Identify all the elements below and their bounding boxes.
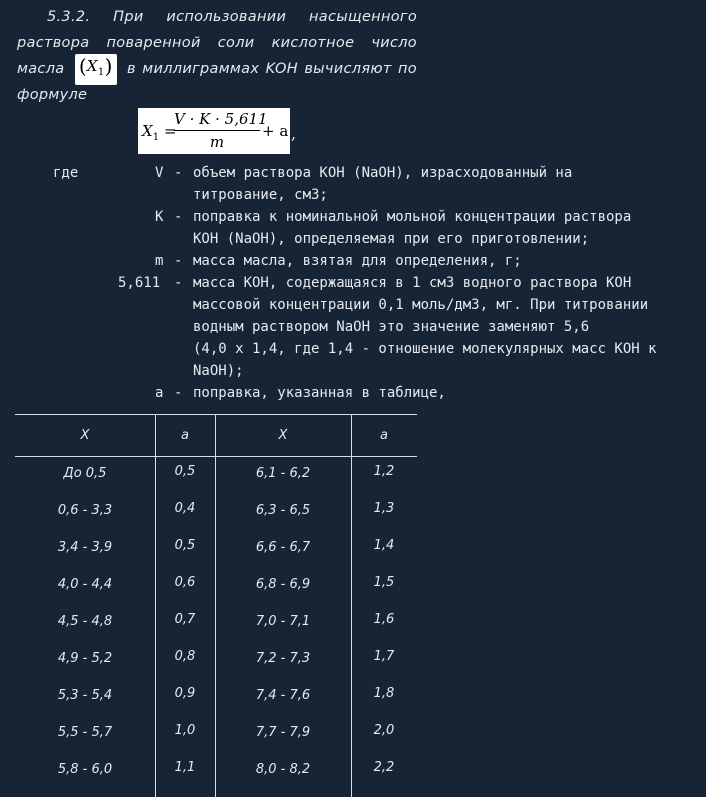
word: миллиграммах — [142, 61, 260, 77]
cell-x-range: До 0,5 — [63, 466, 107, 481]
def-symbol-k: K — [155, 209, 164, 225]
def-text: (4,0 x 1,4, где 1,4 - отношение молекулярных масс КОН к — [193, 341, 657, 357]
def-text: объем раствора КОН (NaOH), израсходованный на — [193, 165, 573, 181]
word: насыщенного — [309, 9, 417, 25]
cell-x-range: 0,6 - 3,3 — [57, 503, 113, 518]
cell-x-range: 7,2 - 7,3 — [255, 651, 311, 666]
cell-x-range: 5,8 - 6,0 — [57, 762, 113, 777]
cell-x-range: 4,5 - 4,8 — [57, 614, 113, 629]
where-label: где — [53, 165, 79, 181]
cell-a-value: 0,5 — [174, 538, 196, 553]
paragraph-line-2 — [17, 30, 417, 56]
word: по — [397, 61, 417, 77]
cell-x-range: 6,1 - 6,2 — [255, 466, 311, 481]
def-dash: - — [174, 275, 183, 291]
def-text: титрование, см3; — [193, 187, 328, 203]
word: кислотное — [271, 35, 355, 51]
def-text: поправка к номинальной мольной концентрации раствора — [193, 209, 632, 225]
paragraph-line-3 — [17, 53, 417, 82]
cell-a-value: 1,5 — [373, 575, 395, 590]
cell-a-value: 1,7 — [373, 649, 395, 664]
formula-plus-a: + a — [262, 122, 289, 140]
word: число — [371, 35, 417, 51]
table-header-cell: X — [278, 428, 288, 443]
formula-fraction — [174, 110, 268, 151]
cell-a-value: 0,6 — [174, 575, 196, 590]
clause-number: 5.3.2. — [47, 9, 91, 25]
cell-x-range: 8,0 - 8,2 — [255, 762, 311, 777]
x1-symbol: $(X_1)$ — [75, 54, 117, 85]
cell-a-value: 2,0 — [373, 723, 395, 738]
cell-a-value: 1,4 — [373, 538, 395, 553]
def-text: NaOH); — [193, 363, 244, 379]
def-text: масса КОН, содержащаяся в 1 см3 водного раствора КОН — [193, 275, 632, 291]
table-header-cell: a — [380, 428, 388, 443]
cell-a-value: 0,5 — [174, 464, 196, 479]
table-top-border — [15, 414, 417, 415]
def-text: водным раствором NaOH это значение заменяют 5,6 — [193, 319, 590, 335]
cell-a-value: 0,8 — [174, 649, 196, 664]
cell-a-value: 0,4 — [174, 501, 196, 516]
formula-lhs — [142, 122, 176, 143]
word: вычисляют — [304, 61, 392, 77]
intro-paragraph — [17, 4, 417, 108]
cell-a-value: 0,7 — [174, 612, 196, 627]
fraction-bar — [174, 130, 260, 131]
formula-x-sub: 1 — [152, 132, 160, 143]
word: раствора — [17, 35, 90, 51]
def-symbol-v: V — [155, 165, 164, 181]
def-dash: - — [174, 165, 183, 181]
cell-x-range: 7,4 - 7,6 — [255, 688, 311, 703]
word: соли — [217, 35, 255, 51]
cell-x-range: 7,0 - 7,1 — [255, 614, 311, 629]
word: При — [113, 9, 144, 25]
def-dash: - — [174, 253, 183, 269]
def-dash: - — [174, 385, 183, 401]
cell-x-range: 6,6 - 6,7 — [255, 540, 311, 555]
def-symbol-m: m — [155, 253, 164, 269]
word: KOH — [265, 61, 298, 77]
formula-comma: , — [291, 124, 297, 143]
cell-a-value: 1,2 — [373, 464, 395, 479]
formula-denominator: m — [209, 133, 225, 151]
cell-a-value: 0,9 — [174, 686, 196, 701]
word: в — [127, 61, 136, 77]
word: поваренной — [106, 35, 201, 51]
word: масла — [17, 61, 65, 77]
cell-x-range: 4,0 - 4,4 — [57, 577, 113, 592]
x-letter: X — [86, 56, 98, 75]
cell-x-range: 7,7 - 7,9 — [255, 725, 311, 740]
paragraph-line-1 — [17, 4, 417, 30]
cell-x-range: 6,3 - 6,5 — [255, 503, 311, 518]
cell-a-value: 1,1 — [174, 760, 196, 775]
cell-a-value: 1,6 — [373, 612, 395, 627]
table-header-cell: X — [80, 428, 90, 443]
paragraph-line-4 — [17, 82, 417, 108]
cell-x-range: 5,3 - 5,4 — [57, 688, 113, 703]
cell-a-value: 1,0 — [174, 723, 196, 738]
formula-equals: = — [159, 122, 177, 140]
table-header-cell: a — [181, 428, 189, 443]
def-text: массовой концентрации 0,1 моль/дм3, мг. При титровании — [193, 297, 649, 313]
formula-numerator: V · K · 5,611 — [174, 110, 268, 128]
def-text: масса масла, взятая для определения, г; — [193, 253, 522, 269]
word: использовании — [166, 9, 287, 25]
cell-x-range: 4,9 - 5,2 — [57, 651, 113, 666]
def-symbol-a: a — [155, 385, 164, 401]
x-subscript: 1 — [97, 66, 105, 78]
def-text: поправка, указанная в таблице, — [193, 385, 446, 401]
cell-x-range: 6,8 - 6,9 — [255, 577, 311, 592]
word: формуле — [17, 87, 88, 103]
def-symbol-5611: 5,611 — [118, 275, 161, 291]
def-text: КОН (NaOH), определяемая при его приготовлении; — [193, 231, 590, 247]
table-header-border — [15, 456, 417, 457]
cell-a-value: 1,8 — [373, 686, 395, 701]
cell-x-range: 5,5 - 5,7 — [57, 725, 113, 740]
formula-image — [138, 108, 290, 154]
cell-x-range: 3,4 - 3,9 — [57, 540, 113, 555]
cell-a-value: 1,3 — [373, 501, 395, 516]
formula-x: X — [142, 122, 153, 140]
cell-a-value: 2,2 — [373, 760, 395, 775]
def-dash: - — [174, 209, 183, 225]
